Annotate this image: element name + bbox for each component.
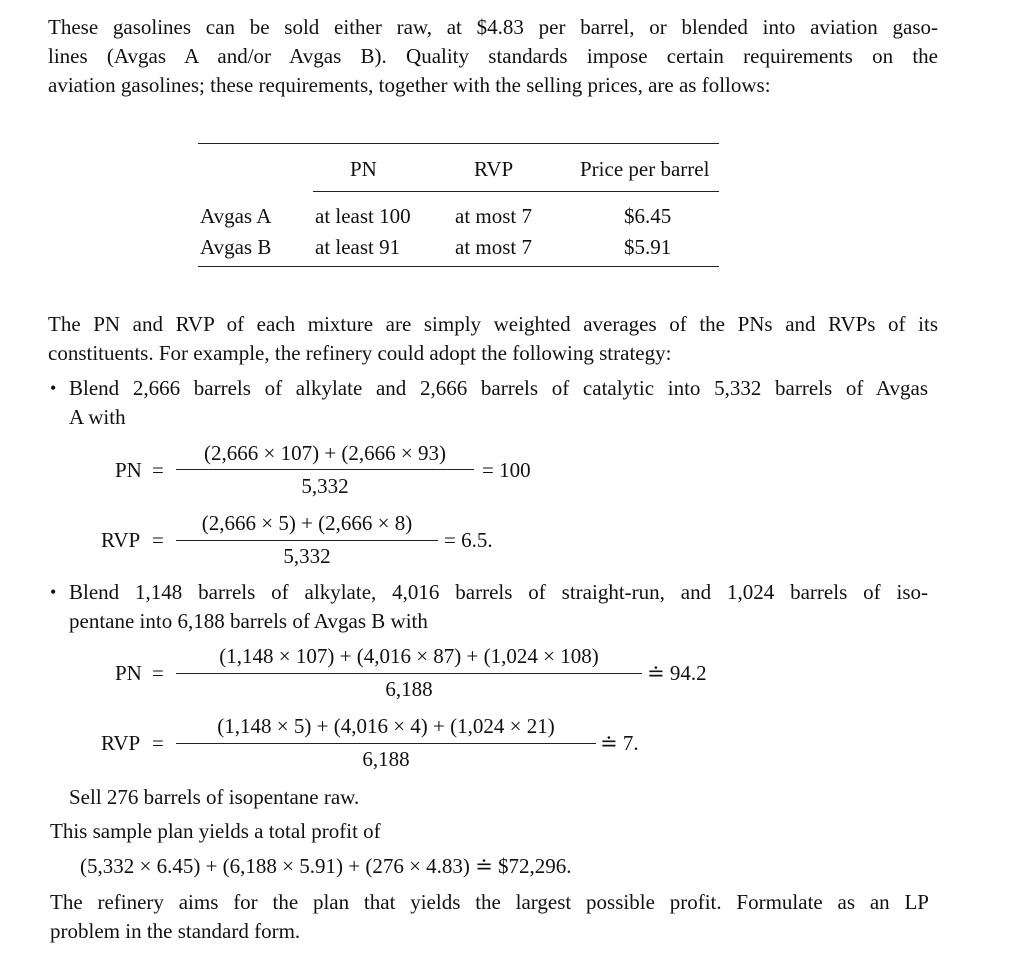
fraction-numerator: (2,666 × 5) + (2,666 × 8) [201,511,413,535]
bullet-2-line-2: pentane into 6,188 barrels of Avgas B with [69,609,428,633]
profit-formula: (5,332 × 6.45) + (6,188 × 5.91) + (276 × 4.83) ≐ $72,296. [80,854,572,878]
fraction-denominator: 6,188 [385,677,433,701]
weighted-average-paragraph [48,310,938,368]
fraction-numerator: (1,148 × 107) + (4,016 × 87) + (1,024 × 108) [219,644,599,668]
closing-paragraph [50,888,929,946]
table-header-rule [313,191,719,192]
table-row-rvp: at most 7 [455,235,532,259]
fraction-denominator: 5,332 [301,474,349,498]
table-bottom-rule [198,266,719,267]
table-top-rule [198,143,719,144]
bullet-1-text [69,374,928,432]
equation-result: ≐ 94.2 [647,661,707,685]
table-row-pn: at least 91 [315,235,401,259]
equation-result: ≐ 7. [600,731,639,755]
bullet-2-line-1: Blend 1,148 barrels of alkylate, 4,016 barrels of straight-run, and 1,024 barrels of iso- [69,580,928,604]
intro-line-1: These gasolines can be sold either raw, at $4.83 per barrel, or blended into aviation gaso- [48,15,938,39]
fraction-bar [176,673,642,674]
equation-lhs: PN [115,458,142,482]
equals-sign: = [152,661,164,685]
table-row-name: Avgas B [200,235,272,259]
para2-line-2: constituents. For example, the refinery could adopt the following strategy: [48,341,672,365]
intro-line-2: lines (Avgas A and/or Avgas B). Quality standards impose certain requirements on the [48,44,938,68]
equation-lhs: RVP [101,528,141,552]
fraction-bar [176,540,438,541]
fraction-numerator: (1,148 × 5) + (4,016 × 4) + (1,024 × 21) [217,714,555,738]
closing-line-1: The refinery aims for the plan that yields the largest possible profit. Formulate as an LP [50,890,929,914]
table-header-pn: PN [350,157,377,181]
table-row-price: $6.45 [624,204,672,228]
table-row-pn: at least 100 [315,204,411,228]
fraction-numerator: (2,666 × 107) + (2,666 × 93) [203,441,446,465]
table-row-name: Avgas A [200,204,272,228]
bullet-1-line-1: Blend 2,666 barrels of alkylate and 2,666 barrels of catalytic into 5,332 barrels of Avgas [69,376,928,400]
table-header-rvp: RVP [474,157,514,181]
fraction-denominator: 6,188 [362,747,410,771]
table-row-price: $5.91 [624,235,672,259]
sell-isopentane-line: Sell 276 barrels of isopentane raw. [69,785,360,809]
profit-intro: This sample plan yields a total profit of [50,819,381,843]
intro-line-3: aviation gasolines; these requirements, together with the selling prices, are as follows: [48,73,771,97]
equation-lhs: RVP [101,731,141,755]
equation-result: = 6.5. [444,528,493,552]
equation-lhs: PN [115,661,142,685]
fraction-denominator: 5,332 [283,544,331,568]
fraction-bar [176,469,474,470]
closing-line-2: problem in the standard form. [50,919,301,943]
para2-line-1: The PN and RVP of each mixture are simply weighted averages of the PNs and RVPs of its [48,312,938,336]
table-row-rvp: at most 7 [455,204,532,228]
intro-paragraph [48,13,938,100]
bullet-2-marker: • [50,582,57,602]
fraction-bar [176,743,596,744]
table-header-price: Price per barrel [580,157,710,181]
equation-result: = 100 [482,458,531,482]
bullet-2-text [69,578,928,636]
equals-sign: = [152,458,164,482]
equals-sign: = [152,731,164,755]
bullet-1-line-2: A with [69,405,126,429]
equals-sign: = [152,528,164,552]
bullet-1-marker: • [50,378,57,398]
